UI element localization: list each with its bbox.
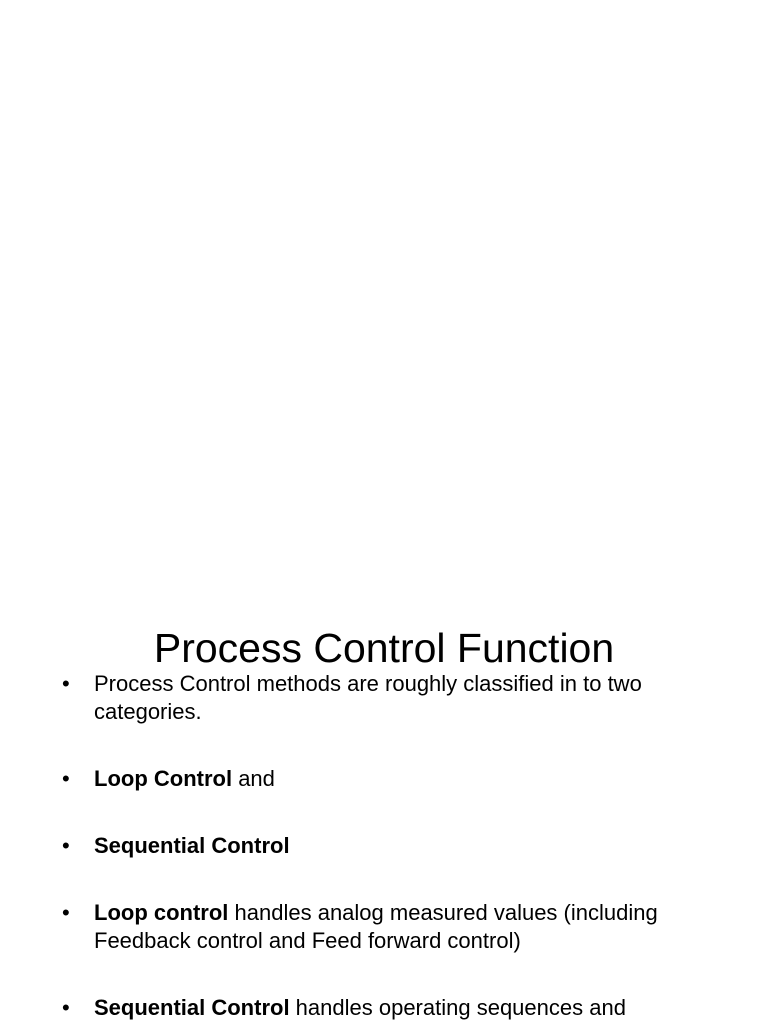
bullet-text: handles operating sequences and xyxy=(289,995,626,1020)
bullet-item-sequential-control xyxy=(62,832,722,860)
bullet-item-loop-control xyxy=(62,765,722,793)
bullet-list xyxy=(62,670,722,1024)
bullet-item-sequential-control-detail xyxy=(62,994,722,1022)
bullet-term: Sequential Control xyxy=(94,995,290,1020)
bullet-term: Loop control xyxy=(94,900,229,925)
bullet-icon: • xyxy=(62,766,70,791)
bullet-icon: • xyxy=(62,833,70,858)
slide-title: Process Control Function xyxy=(153,625,615,671)
bullet-item-loop-control-detail xyxy=(62,899,722,955)
bullet-text: Process Control methods are roughly classified in to two categories. xyxy=(94,671,642,724)
bullet-text: handles analog measured values (including Feedback control and Feed forward control) xyxy=(94,900,658,953)
bullet-term: Loop Control xyxy=(94,766,233,791)
bullet-text: and xyxy=(232,766,275,791)
bullet-icon: • xyxy=(62,900,70,925)
bullet-item-categories xyxy=(62,670,722,726)
bullet-icon: • xyxy=(62,995,70,1020)
bullet-icon: • xyxy=(62,671,70,696)
bullet-term: Sequential Control xyxy=(94,833,290,858)
